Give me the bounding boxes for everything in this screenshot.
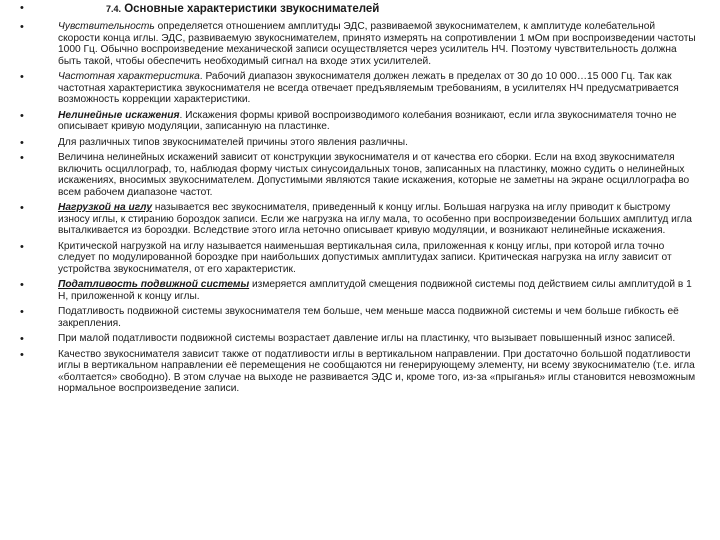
- bullet-marker: •: [20, 71, 24, 83]
- bullet-marker: •: [20, 109, 24, 122]
- body-text: Критической нагрузкой на иглу называется наименьшая вертикальная сила, приложенная к концу иглы, при которой игла точно следует по модулированной бороздке при наибольших допустимых амплитудах записи. Критическая нагрузка на иглу зависит от устройства звукоснимателя, от его характеристик.: [58, 240, 672, 275]
- list-item: [20, 333, 700, 345]
- body-text: Качество звукоснимателя зависит также от податливости иглы в вертикальном направлении. При достаточно большой податливости иглы в вертикальном направлении её перемещения не сообщаются ни генерирующему элементу, ни всему звукоснимателю (т.е. игла «болтается» свободно). В этом случае на выходе не развивается ЭДС и, кроме того, из-за «прыганья» иглы становится невозможным нормальное воспроизведение записи.: [58, 348, 696, 394]
- list-item: [20, 202, 700, 237]
- body-text: определяется отношением амплитуды ЭДС, развиваемой звукоснимателем, к амплитуде колебательной скорости конца иглы. ЭДС, развиваемую звукоснимателем, принято измерять на сопротивлении 1 мОм при воспроизведении частоты 1000 Гц. Обычно воспроизведение механической записи осуществляется через усилитель НЧ. Поэтому чувствительность должна быть такой, чтобы обеспечить необходимый сигнал на входе этих усилителей.: [58, 21, 696, 67]
- list-item-text: [58, 71, 700, 106]
- body-text: Величина нелинейных искажений зависит от конструкции звукоснимателя и от качества его сборки. Если на вход звукоснимателя включить осциллограф, то, наблюдая форму чистых синусоидальных тонов, записанных на пластинку, можно судить о нелинейных искажениях, вносимых звукоснимателем. Допустимыми являются такие искажения, которые не заметны на экране осциллографа во всем рабочем диапазоне частот.: [58, 152, 690, 198]
- list-item-text: [58, 279, 700, 302]
- term: Чувствительность: [58, 21, 155, 32]
- bullet-marker: •: [20, 21, 24, 33]
- body-text: . Искажения формы кривой воспроизводимого колебания возникают, если игла звукоснимателя точно не описывает кривую модуляции, записанную на пластинке.: [58, 109, 677, 132]
- body-text: Для различных типов звукоснимателей причины этого явления различны.: [58, 136, 408, 148]
- list-item-text: [58, 202, 700, 237]
- list-item: [20, 71, 700, 106]
- title-text: Основные характеристики звукоснимателей: [124, 3, 380, 15]
- term: Частотная характеристика: [58, 71, 200, 82]
- bullet-marker: •: [20, 202, 24, 214]
- bullet-marker: •: [20, 240, 24, 253]
- list-item: [20, 349, 700, 395]
- title-row: [20, 2, 700, 18]
- list-item-text: [58, 241, 700, 276]
- bullet-list: [20, 21, 700, 399]
- list-item-text: [58, 333, 700, 345]
- list-item: [20, 241, 700, 276]
- body-text: называется вес звукоснимателя, приведенный к концу иглы. Большая нагрузка на иглу приводит к быстрому износу иглы, к стиранию бороздок записи. Если же нагрузка на иглу мала, то особенно при воспроизведении больших амплитуд игла выталкивается из бороздки. Вследствие этого игла неточно описывает кривую модуляции, и возникают нелинейные искажения.: [58, 202, 692, 236]
- bullet-marker: •: [20, 2, 24, 14]
- bullet-marker: •: [20, 333, 24, 345]
- bullet-marker: •: [20, 279, 24, 291]
- section-number: 7.4.: [106, 4, 122, 14]
- bullet-marker: •: [20, 348, 24, 361]
- list-item-text: [58, 137, 700, 149]
- body-text: измеряется амплитудой смещения подвижной системы под действием силы амплитудой в 1 Н, приложенной к концу иглы.: [58, 279, 692, 302]
- slide-title: [106, 2, 379, 16]
- bullet-marker: •: [20, 152, 24, 164]
- list-item: [20, 306, 700, 329]
- term: Нагрузкой на иглу: [58, 202, 153, 213]
- list-item: [20, 110, 700, 133]
- body-text: При малой податливости подвижной системы возрастает давление иглы на пластинку, что вызывает повышенный износ записей.: [58, 333, 676, 344]
- list-item: [20, 279, 700, 302]
- body-text: . Рабочий диапазон звукоснимателя должен лежать в пределах от 30 до 10 000…15 000 Гц. Так как частотная характеристика звукоснимателя не всегда отвечает предъявляемым требованиям, в усилителях НЧ предусматривается возможность коррекции характеристики.: [58, 71, 679, 105]
- list-item: [20, 21, 700, 67]
- list-item-text: [58, 110, 700, 133]
- term: Нелинейные искажения: [58, 109, 180, 121]
- list-item: [20, 137, 700, 149]
- body-text: Податливость подвижной системы звукоснимателя тем больше, чем меньше масса подвижной системы и чем больше гибкость её закрепления.: [58, 306, 679, 329]
- list-item-text: [58, 306, 700, 329]
- list-item-text: [58, 21, 700, 67]
- list-item-text: [58, 152, 700, 198]
- bullet-marker: •: [20, 306, 24, 318]
- bullet-marker: •: [20, 136, 24, 149]
- list-item-text: [58, 349, 700, 395]
- list-item: [20, 152, 700, 198]
- term: Податливость подвижной системы: [58, 279, 250, 290]
